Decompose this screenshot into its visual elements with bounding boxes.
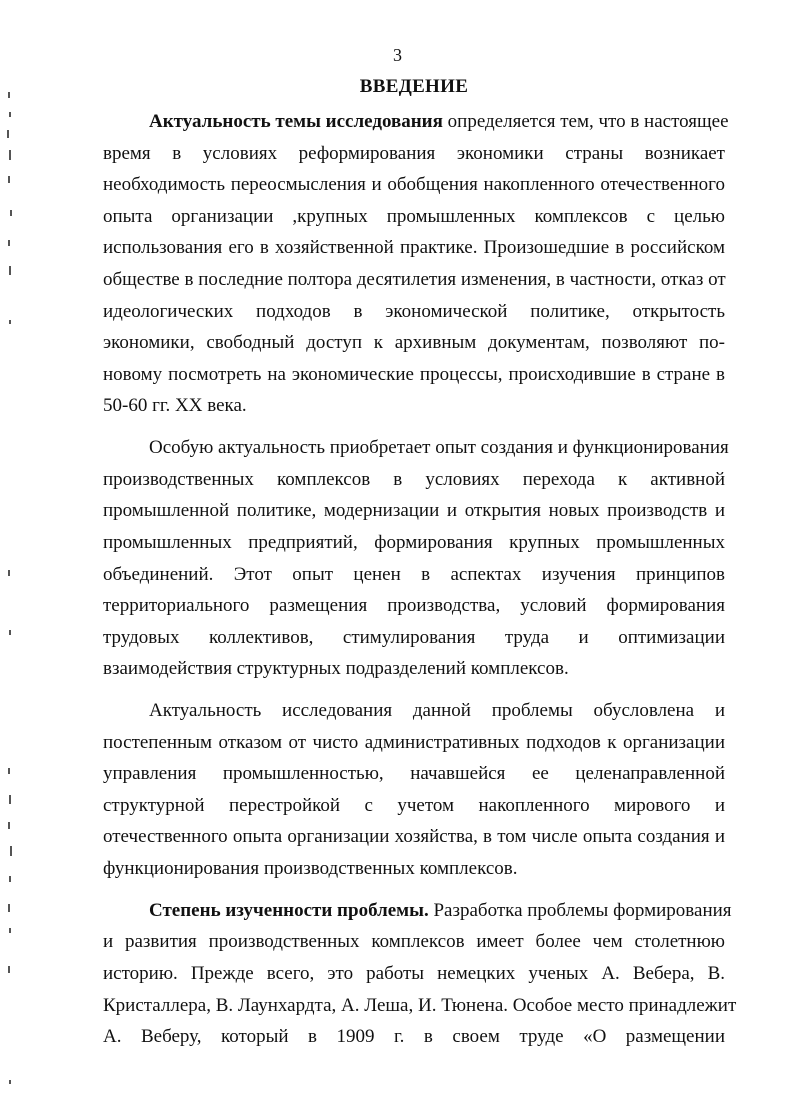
text-line: использования его в хозяйственной практике. Произошедшие в российском bbox=[103, 237, 725, 259]
text-line: время в условиях реформирования экономики страны возникает bbox=[103, 142, 725, 164]
text-line: необходимость переосмысления и обобщения накопленного отечественного bbox=[103, 174, 725, 196]
text-line: промышленной политике, модернизации и открытия новых производств и bbox=[103, 500, 725, 522]
paragraph-relevance bbox=[103, 106, 729, 422]
text-line: опыта организации ,крупных промышленных комплексов с целью bbox=[103, 205, 725, 227]
page-number: 3 bbox=[393, 45, 402, 65]
text-line: Кристаллера, В. Лаунхардта, А. Леша, И. Тюнена. Особое место принадлежит bbox=[103, 994, 737, 1016]
text-line: отечественного опыта организации хозяйства, в том числе опыта создания и bbox=[103, 826, 725, 848]
text-line: структурной перестройкой с учетом накопленного мирового и bbox=[103, 794, 725, 816]
text-line: А. Веберу, который в 1909 г. в своем труде «О размещении bbox=[103, 1026, 725, 1048]
text-line: объединений. Этот опыт ценен в аспектах изучения принципов bbox=[103, 563, 725, 585]
text-line: территориального размещения производства, условий формирования bbox=[103, 595, 725, 617]
text-line: трудовых коллективов, стимулирования труда и оптимизации bbox=[103, 626, 725, 648]
text-line: постепенным отказом от чисто административных подходов к организации bbox=[103, 731, 725, 753]
bold-heading: Актуальность темы исследования bbox=[149, 111, 443, 132]
paragraph-administrative bbox=[103, 695, 725, 885]
text-line: историю. Прежде всего, это работы немецких ученых А. Вебера, В. bbox=[103, 963, 725, 984]
text-line: Особую актуальность приобретает опыт создания и функционирования bbox=[149, 437, 729, 459]
text-line: Актуальность исследования данной проблемы обусловлена и bbox=[149, 700, 725, 722]
text-line: Актуальность темы исследования определяется тем, что в настоящее bbox=[149, 111, 729, 132]
text-line: Степень изученности проблемы. Разработка проблемы формирования bbox=[149, 899, 732, 921]
bold-heading: Степень изученности проблемы. bbox=[149, 899, 429, 921]
text-line: функционирования производственных комплексов. bbox=[103, 858, 518, 880]
text-line: управления промышленностью, начавшейся ее целенаправленной bbox=[103, 763, 725, 785]
text-line: взаимодействия структурных подразделений комплексов. bbox=[103, 658, 569, 680]
paragraph-experience bbox=[103, 432, 729, 685]
text-line: обществе в последние полтора десятилетия изменения, в частности, отказ от bbox=[103, 268, 726, 290]
text-line: 50-60 гг. XX века. bbox=[103, 395, 247, 417]
text-line: производственных комплексов в условиях перехода к активной bbox=[103, 468, 725, 490]
paragraph-study-degree bbox=[103, 895, 737, 1053]
text-line: идеологических подходов в экономической политике, открытость bbox=[103, 300, 725, 322]
document-body bbox=[103, 106, 737, 1053]
text-line: и развития производственных комплексов имеет более чем столетнюю bbox=[103, 931, 725, 953]
text-line: новому посмотреть на экономические процессы, происходившие в стране в bbox=[103, 363, 725, 385]
text-line: экономики, свободный доступ к архивным документам, позволяют по- bbox=[103, 332, 725, 354]
page-title: ВВЕДЕНИЕ bbox=[359, 76, 469, 97]
text-line: промышленных предприятий, формирования крупных промышленных bbox=[103, 531, 725, 553]
